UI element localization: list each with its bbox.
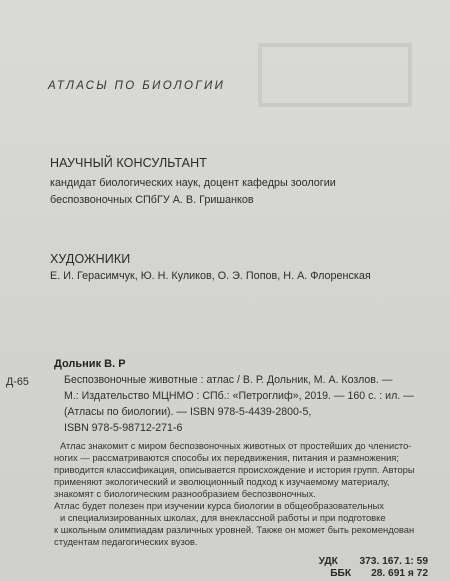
catalog-code: Д-65 — [6, 376, 29, 388]
catalog-line: Беспозвоночные животные : атлас / В. Р. Дольник, М. А. Козлов. — — [64, 374, 393, 386]
annotation-line: знакомят с биологическим разнообразием беспозвоночных. — [54, 488, 316, 499]
udk-value: 373. 167. 1: 59 — [359, 556, 428, 567]
annotation-line: Атлас будет полезен при изучении курса биологии в общеобразовательных — [54, 500, 384, 511]
annotation-line: ногих — рассматриваются способы их передвижения, питания и размножения; — [54, 452, 399, 463]
artists-heading: ХУДОЖНИКИ — [50, 252, 131, 266]
bbk-value: 28. 691 я 72 — [371, 568, 428, 579]
annotation-line: к школьным олимпиадам различных уровней. Также он может быть рекомендован — [54, 524, 415, 535]
consultant-line: кандидат биологических наук, доцент кафедры зоологии — [50, 177, 336, 189]
annotation-line: приводится классификация, описывается происхождение и история групп. Авторы — [54, 464, 415, 475]
artists-names: Е. И. Герасимчук, Ю. Н. Куликов, О. Э. Попов, Н. А. Флоренская — [50, 270, 371, 282]
catalog-line: ISBN 978-5-98712-271-6 — [64, 422, 183, 434]
watermark-logo — [250, 40, 420, 110]
udk-line — [319, 556, 428, 567]
udk-label: УДК — [318, 556, 338, 567]
bbk-label: ББК — [330, 568, 352, 579]
catalog-line: (Атласы по биологии). — ISBN 978-5-4439-2800-5, — [64, 406, 312, 418]
annotation-line: и специализированных школах, для внеклассной работы и при подготовке — [60, 512, 386, 523]
annotation-line: студентам педагогических вузов. — [54, 536, 198, 547]
catalog-line: М.: Издательство МЦНМО : СПб.: «Петроглиф», 2019. — 160 с. : ил. — — [64, 390, 414, 402]
consultant-line: беспозвоночных СПбГУ А. В. Гришанков — [50, 194, 254, 206]
catalog-author: Дольник В. Р — [54, 358, 126, 370]
consultant-heading: НАУЧНЫЙ КОНСУЛЬТАНТ — [50, 156, 207, 170]
series-title: АТЛАСЫ ПО БИОЛОГИИ — [48, 80, 226, 92]
annotation-line: применяют экологический и эволюционный подход к изучаемому материалу, — [54, 476, 390, 487]
annotation-line: Атлас знакомит с миром беспозвоночных животных от простейших до членисто- — [60, 440, 412, 451]
bbk-line — [330, 568, 428, 579]
